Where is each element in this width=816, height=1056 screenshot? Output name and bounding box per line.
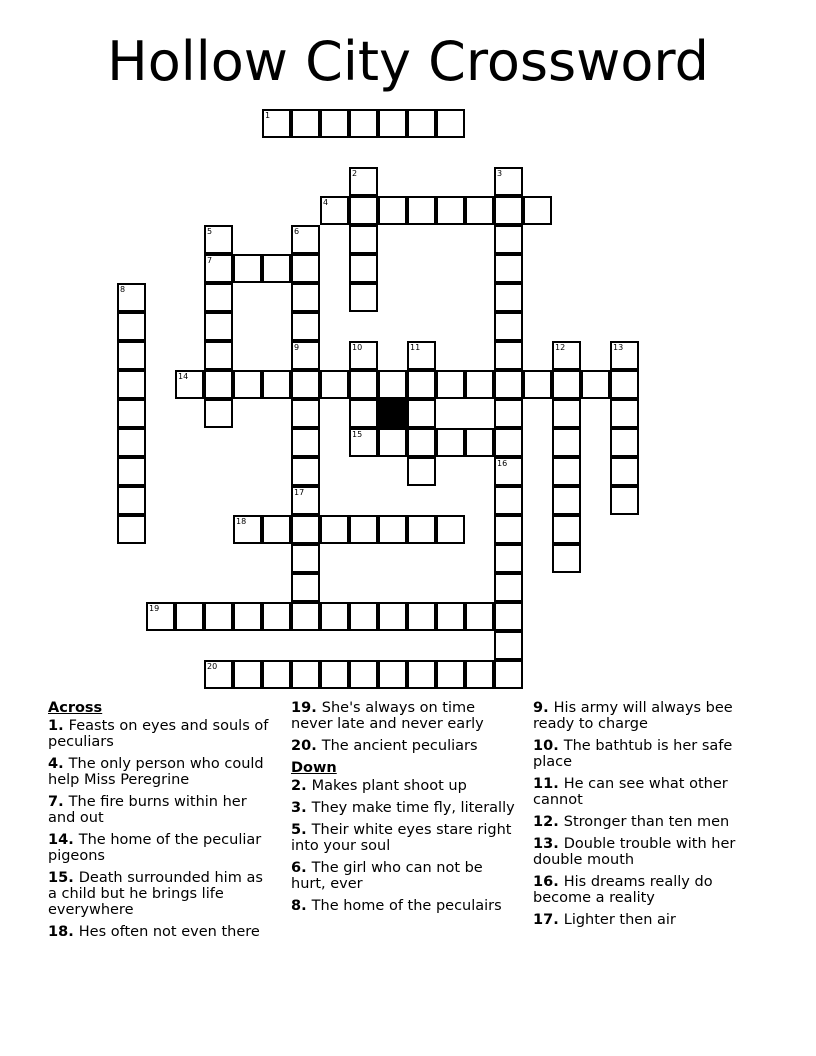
grid-cell[interactable] <box>378 428 407 457</box>
grid-cell[interactable] <box>291 312 320 341</box>
grid-cell[interactable] <box>117 428 146 457</box>
clue-text: The fire burns within her and out <box>48 794 247 826</box>
grid-cell[interactable] <box>465 660 494 689</box>
grid-cell[interactable] <box>436 370 465 399</box>
grid-cell[interactable] <box>349 109 378 138</box>
across-clue-14: 14. The home of the peculiar pigeons <box>48 832 262 864</box>
grid-cell[interactable] <box>407 196 436 225</box>
grid-cell[interactable] <box>146 602 175 631</box>
grid-cell[interactable] <box>378 109 407 138</box>
grid-cell[interactable] <box>291 109 320 138</box>
grid-cell[interactable] <box>204 370 233 399</box>
grid-cell[interactable] <box>349 399 378 428</box>
grid-cell[interactable] <box>291 486 320 515</box>
clue-text: Double trouble with her double mouth <box>533 836 736 868</box>
down-clue-8: 8. The home of the peculairs <box>291 898 502 914</box>
grid-cell[interactable] <box>262 515 291 544</box>
grid-cell[interactable] <box>378 515 407 544</box>
cell-number: 6 <box>294 227 300 236</box>
grid-cell[interactable] <box>378 602 407 631</box>
grid-cell[interactable] <box>407 399 436 428</box>
grid-cell[interactable] <box>436 515 465 544</box>
cell-number: 4 <box>323 198 329 207</box>
grid-cell[interactable] <box>291 515 320 544</box>
grid-cell[interactable] <box>494 573 523 602</box>
grid-cell[interactable] <box>407 602 436 631</box>
grid-cell[interactable] <box>523 370 552 399</box>
clue-text: His army will always bee ready to charge <box>533 700 733 732</box>
grid-cell[interactable] <box>610 486 639 515</box>
grid-cell[interactable] <box>610 370 639 399</box>
grid-cell[interactable] <box>494 544 523 573</box>
grid-cell[interactable] <box>494 457 523 486</box>
grid-cell[interactable] <box>552 486 581 515</box>
across-clue-4: 4. The only person who could help Miss Peregrine <box>48 756 264 788</box>
grid-cell[interactable] <box>117 457 146 486</box>
clue-number: 5 <box>291 822 302 838</box>
grid-cell[interactable] <box>349 428 378 457</box>
cell-number: 7 <box>207 256 213 265</box>
grid-cell[interactable] <box>349 196 378 225</box>
grid-cell[interactable] <box>378 370 407 399</box>
grid-cell[interactable] <box>552 428 581 457</box>
grid-cell[interactable] <box>175 602 204 631</box>
grid-cell[interactable] <box>291 428 320 457</box>
grid-cell[interactable] <box>407 370 436 399</box>
clue-text: He can see what other cannot <box>533 776 728 808</box>
grid-cell[interactable] <box>378 660 407 689</box>
grid-cell[interactable] <box>117 312 146 341</box>
grid-cell[interactable] <box>262 602 291 631</box>
cell-number: 3 <box>497 169 503 178</box>
grid-cell[interactable] <box>204 254 233 283</box>
cell-number: 19 <box>149 604 160 613</box>
clue-number: 7 <box>48 794 59 810</box>
grid-cell[interactable] <box>349 254 378 283</box>
cell-number: 15 <box>352 430 363 439</box>
grid-cell[interactable] <box>494 196 523 225</box>
cell-number: 2 <box>352 169 358 178</box>
across-clue-15: 15. Death surrounded him as a child but he brings life everywhere <box>48 870 263 918</box>
clue-number: 14 <box>48 832 69 848</box>
grid-cell[interactable] <box>407 428 436 457</box>
grid-cell[interactable] <box>204 660 233 689</box>
grid-cell[interactable] <box>320 196 349 225</box>
clue-number: 11 <box>533 776 554 792</box>
grid-cell[interactable] <box>494 312 523 341</box>
grid-cell[interactable] <box>552 515 581 544</box>
grid-cell[interactable] <box>407 515 436 544</box>
grid-cell[interactable] <box>233 370 262 399</box>
down-clue-10: 10. The bathtub is her safe place <box>533 738 733 770</box>
down-clue-6: 6. The girl who can not be hurt, ever <box>291 860 483 892</box>
grid-cell[interactable] <box>117 399 146 428</box>
cell-number: 8 <box>120 285 126 294</box>
clue-text: His dreams really do become a reality <box>533 874 713 906</box>
grid-cell[interactable] <box>349 225 378 254</box>
clue-text: The bathtub is her safe place <box>533 738 733 770</box>
clue-number: 8 <box>291 898 302 914</box>
down-clue-13: 13. Double trouble with her double mouth <box>533 836 736 868</box>
grid-cell[interactable] <box>494 602 523 631</box>
clue-number: 1 <box>48 718 59 734</box>
grid-cell[interactable] <box>262 370 291 399</box>
clue-text: The only person who could help Miss Peregrine <box>48 756 264 788</box>
grid-cell[interactable] <box>233 515 262 544</box>
grid-cell[interactable] <box>349 370 378 399</box>
grid-cell[interactable] <box>494 399 523 428</box>
grid-cell[interactable] <box>494 515 523 544</box>
grid-cell[interactable] <box>291 457 320 486</box>
clue-number: 16 <box>533 874 554 890</box>
clue-number: 10 <box>533 738 554 754</box>
across-header: Across <box>48 700 103 716</box>
clue-number: 15 <box>48 870 69 886</box>
grid-cell[interactable] <box>233 660 262 689</box>
grid-cell[interactable] <box>233 602 262 631</box>
grid-cell[interactable] <box>349 283 378 312</box>
grid-cell[interactable] <box>407 341 436 370</box>
grid-cell[interactable] <box>581 370 610 399</box>
cell-number: 9 <box>294 343 300 352</box>
grid-cell[interactable] <box>291 602 320 631</box>
clues-column-1 <box>48 700 273 946</box>
down-clue-16: 16. His dreams really do become a reality <box>533 874 713 906</box>
grid-cell[interactable] <box>523 196 552 225</box>
grid-cell[interactable] <box>349 515 378 544</box>
grid-cell[interactable] <box>494 167 523 196</box>
grid-cell[interactable] <box>465 602 494 631</box>
down-clue-17: 17. Lighter then air <box>533 912 676 928</box>
cell-number: 16 <box>497 459 508 468</box>
down-clue-12: 12. Stronger than ten men <box>533 814 730 830</box>
down-clue-5: 5. Their white eyes stare right into your soul <box>291 822 512 854</box>
grid-cell[interactable] <box>349 167 378 196</box>
clue-number: 4 <box>48 756 59 772</box>
clue-number: 19 <box>291 700 312 716</box>
across-clue-18: 18. Hes often not even there <box>48 924 260 940</box>
grid-cell[interactable] <box>320 660 349 689</box>
grid-cell[interactable] <box>610 399 639 428</box>
clue-text: The home of the peculiar pigeons <box>48 832 262 864</box>
grid-cell[interactable] <box>262 660 291 689</box>
cell-number: 17 <box>294 488 305 497</box>
grid-cell[interactable] <box>291 573 320 602</box>
clue-text: Stronger than ten men <box>563 814 730 830</box>
grid-cell[interactable] <box>291 399 320 428</box>
grid-cell[interactable] <box>291 341 320 370</box>
grid-cell[interactable] <box>494 370 523 399</box>
grid-cell[interactable] <box>117 283 146 312</box>
grid-cell[interactable] <box>436 428 465 457</box>
grid-cell[interactable] <box>407 660 436 689</box>
grid-cell[interactable] <box>204 225 233 254</box>
cell-number: 1 <box>265 111 271 120</box>
across-clue-1: 1. Feasts on eyes and souls of peculiars <box>48 718 269 750</box>
grid-cell[interactable] <box>407 109 436 138</box>
grid-cell[interactable] <box>175 370 204 399</box>
grid-cell[interactable] <box>349 660 378 689</box>
down-clue-2: 2. Makes plant shoot up <box>291 778 467 794</box>
cell-number: 13 <box>613 343 624 352</box>
clue-number: 13 <box>533 836 554 852</box>
clue-text: Their white eyes stare right into your soul <box>291 822 512 854</box>
grid-cell[interactable] <box>291 254 320 283</box>
grid-cell[interactable] <box>262 109 291 138</box>
clue-number: 3 <box>291 800 302 816</box>
grid-cell[interactable] <box>117 370 146 399</box>
grid-cell[interactable] <box>320 109 349 138</box>
grid-cell[interactable] <box>494 283 523 312</box>
grid-cell[interactable] <box>494 254 523 283</box>
grid-cell[interactable] <box>204 602 233 631</box>
grid-cell[interactable] <box>204 399 233 428</box>
clue-text: Death surrounded him as a child but he brings life everywhere <box>48 870 263 918</box>
cell-number: 20 <box>207 662 218 671</box>
grid-cell[interactable] <box>291 544 320 573</box>
clue-number: 12 <box>533 814 554 830</box>
grid-cell[interactable] <box>204 341 233 370</box>
grid-cell[interactable] <box>291 660 320 689</box>
down-clue-3: 3. They make time fly, literally <box>291 800 515 816</box>
grid-cell[interactable] <box>204 312 233 341</box>
clue-number: 17 <box>533 912 554 928</box>
grid-cell[interactable] <box>349 341 378 370</box>
clues-column-2 <box>291 700 516 920</box>
grid-cell[interactable] <box>320 602 349 631</box>
clue-number: 6 <box>291 860 302 876</box>
grid-cell[interactable] <box>465 196 494 225</box>
across-clue-7: 7. The fire burns within her and out <box>48 794 247 826</box>
cell-number: 14 <box>178 372 189 381</box>
grid-cell[interactable] <box>436 660 465 689</box>
grid-cell[interactable] <box>552 370 581 399</box>
grid-cell[interactable] <box>494 486 523 515</box>
grid-cell[interactable] <box>610 428 639 457</box>
down-header: Down <box>291 760 337 776</box>
clue-text: The home of the peculairs <box>311 898 502 914</box>
clue-text: Makes plant shoot up <box>311 778 467 794</box>
grid-cell[interactable] <box>349 602 378 631</box>
clue-text: Lighter then air <box>563 912 676 928</box>
grid-cell[interactable] <box>552 399 581 428</box>
black-cell <box>378 399 407 428</box>
clue-text: The ancient peculiars <box>321 738 478 754</box>
cell-number: 10 <box>352 343 363 352</box>
cell-number: 5 <box>207 227 213 236</box>
grid-cell[interactable] <box>552 457 581 486</box>
grid-cell[interactable] <box>291 225 320 254</box>
grid-cell[interactable] <box>494 660 523 689</box>
grid-cell[interactable] <box>552 544 581 573</box>
grid-cell[interactable] <box>262 254 291 283</box>
grid-cell[interactable] <box>610 457 639 486</box>
grid-cell[interactable] <box>436 196 465 225</box>
cell-number: 11 <box>410 343 421 352</box>
grid-cell[interactable] <box>407 457 436 486</box>
grid-cell[interactable] <box>494 631 523 660</box>
clue-text: The girl who can not be hurt, ever <box>291 860 483 892</box>
grid-cell[interactable] <box>552 341 581 370</box>
grid-cell[interactable] <box>465 370 494 399</box>
down-clue-11: 11. He can see what other cannot <box>533 776 728 808</box>
grid-cell[interactable] <box>117 515 146 544</box>
clue-number: 20 <box>291 738 312 754</box>
grid-cell[interactable] <box>494 428 523 457</box>
grid-cell[interactable] <box>291 370 320 399</box>
clue-number: 2 <box>291 778 302 794</box>
grid-cell[interactable] <box>494 225 523 254</box>
grid-cell[interactable] <box>320 515 349 544</box>
grid-cell[interactable] <box>204 283 233 312</box>
cell-number: 12 <box>555 343 566 352</box>
clue-text: Feasts on eyes and souls of peculiars <box>48 718 269 750</box>
across-clue-19: 19. She's always on time never late and never early <box>291 700 484 732</box>
grid-cell[interactable] <box>233 254 262 283</box>
grid-cell[interactable] <box>436 602 465 631</box>
grid-cell[interactable] <box>320 370 349 399</box>
page-title: Hollow City Crossword <box>107 30 709 93</box>
clue-text: She's always on time never late and never early <box>291 700 484 732</box>
down-clue-9: 9. His army will always bee ready to charge <box>533 700 733 732</box>
clue-text: Hes often not even there <box>78 924 260 940</box>
grid-cell[interactable] <box>610 341 639 370</box>
grid-cell[interactable] <box>117 486 146 515</box>
grid-cell[interactable] <box>465 428 494 457</box>
grid-cell[interactable] <box>378 196 407 225</box>
grid-cell[interactable] <box>436 109 465 138</box>
across-clue-20: 20. The ancient peculiars <box>291 738 478 754</box>
clue-number: 9 <box>533 700 544 716</box>
grid-cell[interactable] <box>117 341 146 370</box>
cell-number: 18 <box>236 517 247 526</box>
clues-column-3 <box>533 700 758 934</box>
clue-text: They make time fly, literally <box>311 800 515 816</box>
grid-cell[interactable] <box>291 283 320 312</box>
grid-cell[interactable] <box>494 341 523 370</box>
clue-number: 18 <box>48 924 69 940</box>
